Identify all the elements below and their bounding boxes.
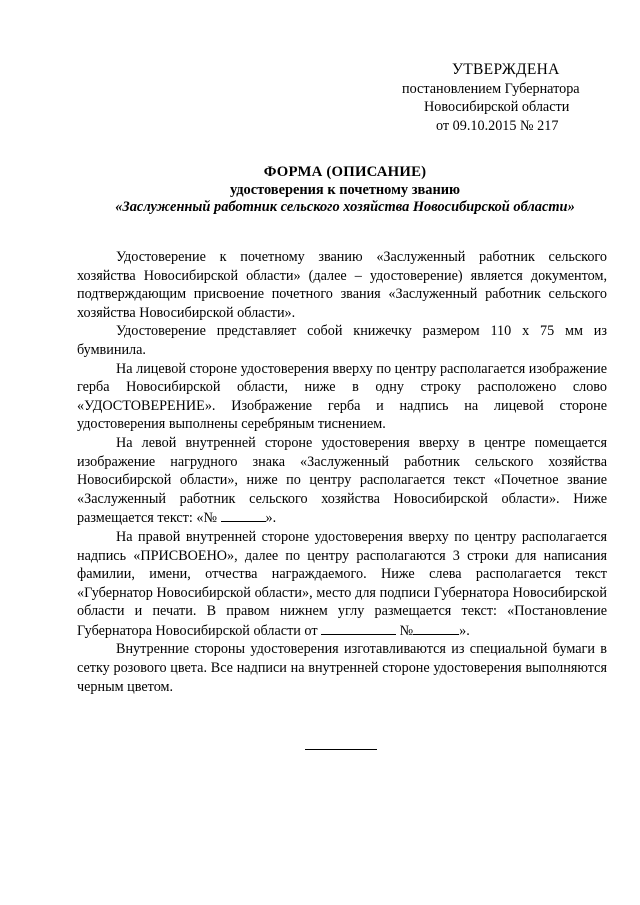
paragraph-4-end: ».	[265, 510, 277, 527]
document-heading	[80, 164, 610, 217]
paragraph-5	[77, 528, 607, 641]
paragraph-4-text: На левой внутренней стороне удостоверения вверху в центре помещается изображение нагрудного знака «Заслуженный работник сельского хозяйства Новосибирской области», ниже по центру располагается текст «Почетное звание «Заслуженный работник сельского хозяйства Новосибирской области». Ниже размещается текст: «№	[77, 434, 607, 527]
decree-number-blank	[413, 621, 459, 635]
heading-title: ФОРМА (ОПИСАНИЕ)	[263, 164, 427, 180]
paragraph-4	[77, 434, 607, 528]
document-body	[77, 248, 607, 696]
end-line-divider	[305, 749, 377, 750]
heading-award-name: «Заслуженный работник сельского хозяйства Новосибирской области»	[115, 199, 575, 215]
approval-line-2: Новосибирской области	[424, 99, 570, 115]
paragraph-5-end: ».	[459, 622, 470, 639]
paragraph-5-text: На правой внутренней стороне удостоверения вверху по центру располагается надпись «ПРИСВОЕНО», далее по центру располагаются 3 строки для написания фамилии, имени, отчества награждаемого. Ниже слева располагается текст «Губернатор Новосибирской области», место для подписи Губернатора Новосибирской области и печати. В правом нижнем углу размещается текст: «Постановление Губернатора Новосибирской области от	[77, 528, 607, 639]
approval-block	[390, 61, 590, 135]
approval-line-1: постановлением Губернатора	[402, 80, 580, 97]
approval-title: УТВЕРЖДЕНА	[452, 61, 560, 78]
paragraph-6: Внутренние стороны удостоверения изготавливаются из специальной бумаги в сетку розового цвета. Все надписи на внутренней стороне удостоверения выполняются черным цветом.	[77, 641, 607, 695]
paragraph-2: Удостоверение представляет собой книжечку размером 110 x 75 мм из бумвинила.	[77, 323, 607, 358]
date-blank	[321, 621, 396, 635]
heading-subtitle: удостоверения к почетному званию	[229, 181, 461, 198]
paragraph-5-number-sign: №	[396, 622, 414, 639]
number-blank	[221, 508, 266, 522]
approval-line-3: от 09.10.2015 № 217	[436, 117, 559, 134]
paragraph-3: На лицевой стороне удостоверения вверху по центру располагается изображение герба Новосибирской области, ниже в одну строку расположено слово «УДОСТОВЕРЕНИЕ». Изображение герба и надпись на лицевой стороне удостоверения выполнены серебряным тиснением.	[77, 360, 607, 433]
paragraph-1: Удостоверение к почетному званию «Заслуженный работник сельского хозяйства Новосибирской области» (далее – удостоверение) является документом, подтверждающим присвоение почетного звания «Заслуженный работник сельского хозяйства Новосибирской области».	[77, 249, 607, 321]
